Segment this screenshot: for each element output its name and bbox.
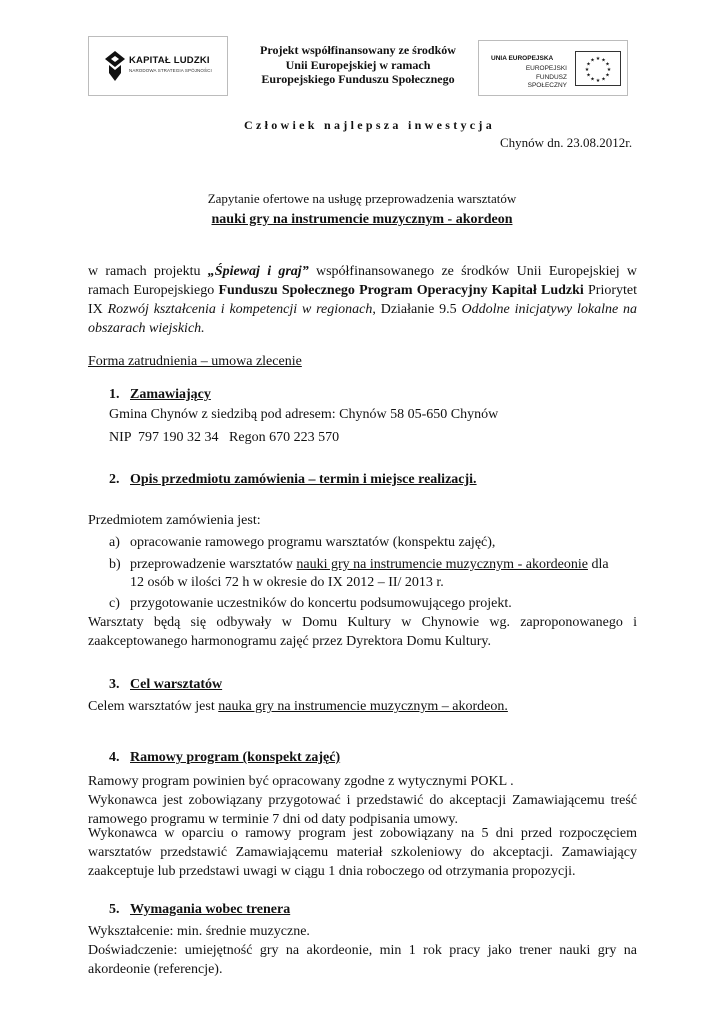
section-title: Cel warsztatów <box>130 677 223 692</box>
training-material-note: Wykonawca w oparciu o ramowy program jest zobowiązany na 5 dni przed rozpoczęciem warsztatów przedstawić Zamawiającemu materiał szkoleniowy do akceptacji. Zamawiający zaakceptuje lub przedstawi uwagi w ciągu 1 dnia roboczego od otrzymania propozycji. <box>88 826 637 879</box>
svg-text:★: ★ <box>590 57 595 64</box>
list-item-c <box>109 594 637 613</box>
kapital-ludzki-emblem-icon <box>105 51 125 81</box>
section-number: 2. <box>109 472 120 487</box>
section-number: 3. <box>109 677 120 692</box>
goal-topic: nauka gry na instrumencie muzycznym – akordeon. <box>218 699 508 714</box>
list-text-part: dla <box>587 557 609 572</box>
eu-title: UNIA EUROPEJSKA <box>491 55 554 62</box>
employment-form: Forma zatrudnienia – umowa zlecenie <box>88 354 302 369</box>
list-label: c) <box>109 596 120 611</box>
svg-text:★: ★ <box>605 61 610 68</box>
kapital-ludzki-logo <box>88 36 228 96</box>
ordering-party-ids: NIP 797 190 32 34 Regon 670 223 570 <box>109 430 340 445</box>
project-name: „Śpiewaj i graj” <box>207 264 309 279</box>
section-4-heading <box>109 748 629 767</box>
svg-text:★: ★ <box>586 61 591 68</box>
priority-name: Rozwój kształcenia i kompetencji w regionach <box>107 302 373 317</box>
order-subject-lead: Przedmiotem zamówienia jest: <box>88 513 261 528</box>
trainer-education: Wykształcenie: min. średnie muzyczne. <box>88 924 310 939</box>
list-label: a) <box>109 535 120 550</box>
workshop-goal <box>88 697 508 716</box>
fund-name: Funduszu Społecznego Program Operacyjny Kapitał Ludzki <box>218 283 584 298</box>
ordering-party-address: Gmina Chynów z siedzibą pod adresem: Chynów 58 05-650 Chynów <box>109 407 499 422</box>
kapital-ludzki-subtitle: NARODOWA STRATEGIA SPÓJNOŚCI <box>129 68 212 73</box>
cofinancing-line: Projekt współfinansowany ze środków <box>260 43 456 57</box>
intro-text: współfinansowanego ze środków Unii Europejskiej w ramach Europejskiego <box>88 264 637 298</box>
kapital-ludzki-title: KAPITAŁ LUDZKI <box>129 55 210 66</box>
eu-logo <box>478 40 628 96</box>
intro-text: w ramach projektu <box>88 264 208 279</box>
svg-text:★: ★ <box>605 72 610 79</box>
goal-text: Celem warsztatów jest <box>88 699 219 714</box>
section-2-heading <box>109 470 629 489</box>
intro-paragraph <box>88 262 637 338</box>
list-text-part: przeprowadzenie warsztatów <box>130 557 297 572</box>
svg-text:★: ★ <box>606 67 612 73</box>
svg-text:★: ★ <box>586 72 591 79</box>
svg-text:★: ★ <box>595 56 601 62</box>
cofinancing-note <box>228 43 488 87</box>
list-item-b <box>109 555 637 593</box>
svg-text:★: ★ <box>584 67 590 73</box>
list-text: opracowanie ramowego programu warsztatów (konspektu zajęć), <box>130 535 496 550</box>
document-date: Chynów dn. 23.08.2012r. <box>500 135 633 150</box>
section-title: Zamawiający <box>130 387 211 402</box>
list-text: przygotowanie uczestników do koncertu podsumowującego projekt. <box>130 596 512 611</box>
eu-flag-icon <box>575 51 621 86</box>
eu-fund-line: FUNDUSZ SPOŁECZNY <box>527 73 567 89</box>
program-deadline: Wykonawca jest zobowiązany przygotować i przedstawić do akceptacji Zamawiającemu treść ramowego programu w terminie 7 dni od daty podpisania umowy. <box>88 793 637 827</box>
action-name: Oddolne inicjatywy lokalne na obszarach wiejskich. <box>88 302 638 336</box>
eu-fund-line: EUROPEJSKI <box>525 65 567 72</box>
intro-text: , Działanie 9.5 <box>372 302 462 317</box>
trainer-experience: Doświadczenie: umiejętność gry na akordeonie, min 1 rok pracy jako trener nauki gry na akordeonie (referencje). <box>88 943 637 977</box>
cofinancing-line: Unii Europejskiej w ramach <box>285 57 431 72</box>
svg-text:★: ★ <box>590 76 595 83</box>
section-title: Wymagania wobec trenera <box>130 902 291 917</box>
section-5-heading <box>109 900 629 919</box>
section-title: Opis przedmiotu zamówienia – termin i miejsce realizacji. <box>130 472 477 487</box>
section-number: 5. <box>109 902 120 917</box>
list-text: 12 osób w ilości 72 h w okresie do IX 2012 – II/ 2013 r. <box>130 575 444 590</box>
list-item-a <box>109 533 637 552</box>
svg-text:★: ★ <box>601 57 606 64</box>
eu-fund-name <box>503 65 567 91</box>
request-subject: Zapytanie ofertowe na usługę przeprowadzenia warsztatów <box>207 191 517 206</box>
motto: Człowiek najlepsza inwestycja <box>244 118 496 132</box>
workshop-location-note: Warsztaty będą się odbywały w Domu Kultury w Chynowie wg. zaproponowanego i zaakceptowanego harmonogramu zajęć przez Dyrektora Domu Kultury. <box>88 615 637 649</box>
cofinancing-line: Europejskiego Funduszu Społecznego <box>261 72 455 86</box>
section-number: 4. <box>109 750 120 765</box>
list-label: b) <box>109 557 121 572</box>
svg-text:★: ★ <box>595 78 601 84</box>
program-guideline: Ramowy program powinien być opracowany zgodne z wytycznymi POKL . <box>88 774 514 789</box>
list-text <box>130 555 609 574</box>
intro-text: Priorytet IX <box>88 283 637 317</box>
section-number: 1. <box>109 387 120 402</box>
section-3-heading <box>109 675 629 694</box>
workshop-topic: nauki gry na instrumencie muzycznym - akordeonie <box>296 557 588 572</box>
section-title: Ramowy program (konspekt zajęć) <box>130 750 341 765</box>
request-title: nauki gry na instrumencie muzycznym - akordeon <box>211 212 513 227</box>
svg-text:★: ★ <box>601 76 606 83</box>
section-1-heading <box>109 385 629 404</box>
